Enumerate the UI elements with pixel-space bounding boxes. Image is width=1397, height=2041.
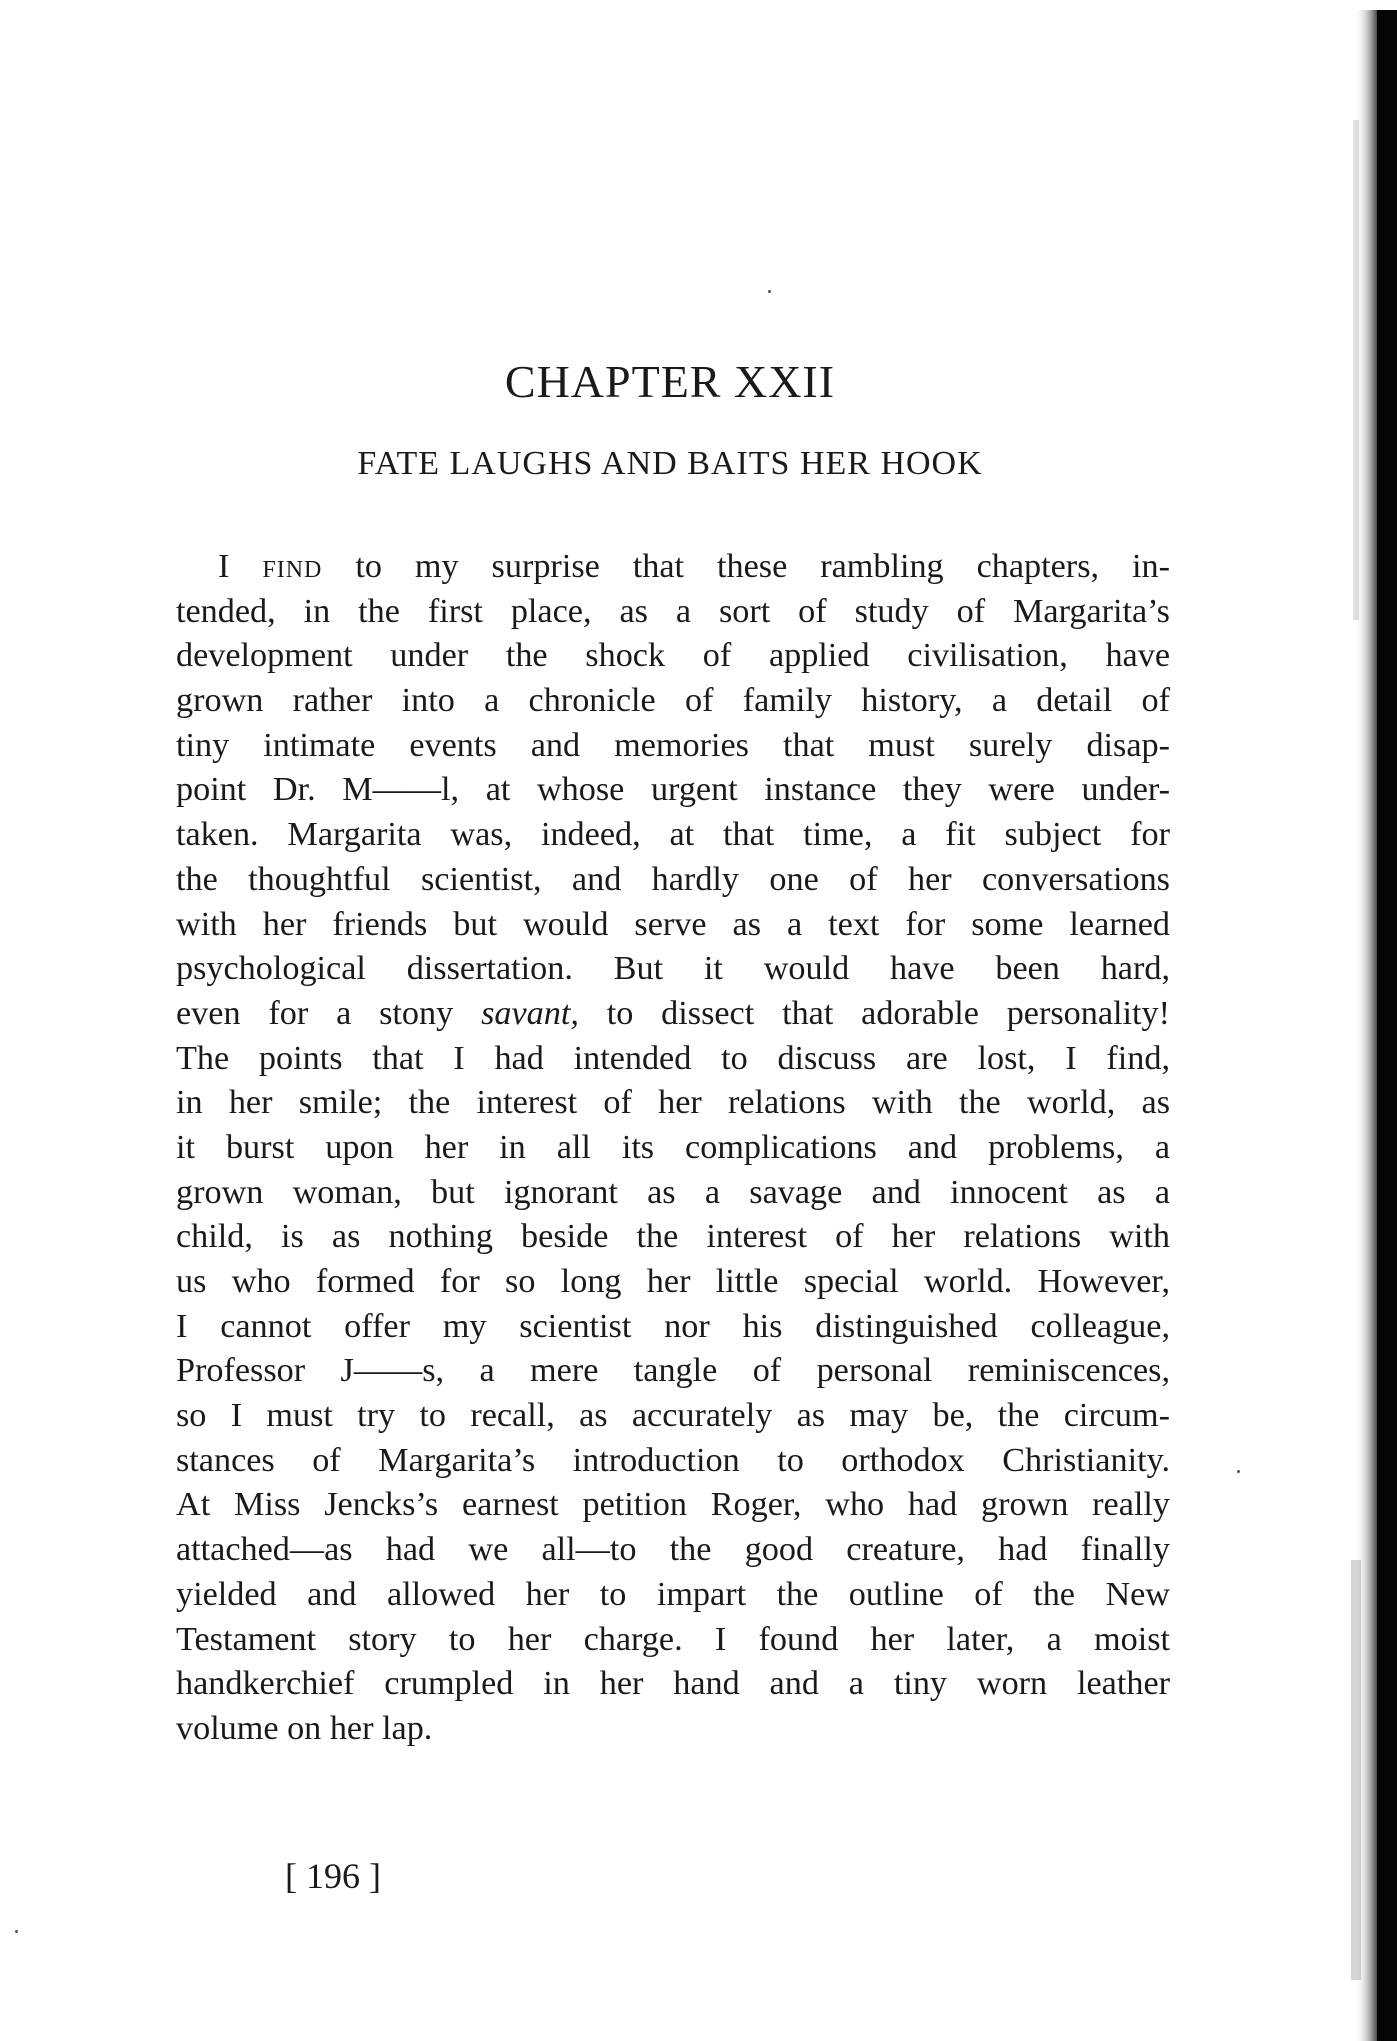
text-line: The points that I had intended to discuss are lost, I find, — [176, 1039, 1170, 1077]
chapter-title: CHAPTER XXII — [504, 356, 836, 407]
text-line: At Miss Jencks’s earnest petition Roger, who had grown really — [176, 1486, 1170, 1524]
text-segment: even for a stony — [176, 994, 454, 1032]
opening-word: I — [218, 548, 230, 585]
speck — [1237, 1470, 1240, 1473]
speck — [768, 290, 771, 293]
text-line: tiny intimate events and memories that must surely disap- — [176, 726, 1170, 764]
text-line: the thoughtful scientist, and hardly one of her conversations — [176, 860, 1170, 898]
text-line: with her friends but would serve as a text for some learned — [176, 905, 1170, 943]
text-line: us who formed for so long her little special world. However, — [176, 1263, 1170, 1300]
text-line: handkerchief crumpled in her hand and a tiny worn leather — [176, 1665, 1170, 1703]
text-line: tended, in the first place, as a sort of study of Margarita’s — [176, 592, 1170, 630]
text-line: in her smile; the interest of her relations with the world, as — [176, 1084, 1170, 1122]
italic-word: savant, — [481, 994, 579, 1032]
text-line: attached—as had we all—to the good creature, had finally — [176, 1531, 1170, 1569]
text-line: child, is as nothing beside the interest of her relations with — [176, 1218, 1170, 1256]
text-line: so I must try to recall, as accurately as may be, the circum- — [176, 1397, 1170, 1435]
text-line: yielded and allowed her to impart the outline of the New — [176, 1575, 1170, 1613]
text-line: psychological dissertation. But it would have been hard, — [176, 950, 1170, 988]
opening-smallcaps-word: find — [262, 548, 323, 585]
page-number: [ 196 ] — [285, 1856, 381, 1896]
text-line: taken. Margarita was, indeed, at that time, a fit subject for — [176, 816, 1170, 854]
text-line: development under the shock of applied civilisation, have — [176, 637, 1170, 675]
text-line — [176, 992, 1170, 1037]
binding-shadow — [1337, 0, 1397, 2041]
text-line: Professor J——s, a mere tangle of personal reminiscences, — [176, 1352, 1170, 1390]
text-line: volume on her lap. — [176, 1709, 433, 1747]
text-line: grown woman, but ignorant as a savage and innocent as a — [176, 1173, 1170, 1211]
text-line: I cannot offer my scientist nor his distinguished colleague, — [176, 1307, 1170, 1345]
body-paragraph — [176, 545, 1170, 1752]
text-line: point Dr. M——l, at whose urgent instance they were under- — [176, 771, 1170, 809]
text-segment: to dissect that adorable personality! — [606, 994, 1171, 1032]
text-line — [176, 545, 1170, 590]
text-line: grown rather into a chronicle of family history, a detail of — [176, 682, 1170, 720]
text-line: Testament story to her charge. I found her later, a moist — [176, 1620, 1170, 1658]
text-line: stances of Margarita’s introduction to orthodox Christianity. — [176, 1441, 1170, 1479]
chapter-subtitle: FATE LAUGHS AND BAITS HER HOOK — [357, 445, 983, 482]
text-line: it burst upon her in all its complications and problems, a — [176, 1128, 1170, 1166]
speck — [15, 1930, 18, 1933]
text-line-content: to my surprise that these rambling chapters, in- — [355, 548, 1170, 585]
